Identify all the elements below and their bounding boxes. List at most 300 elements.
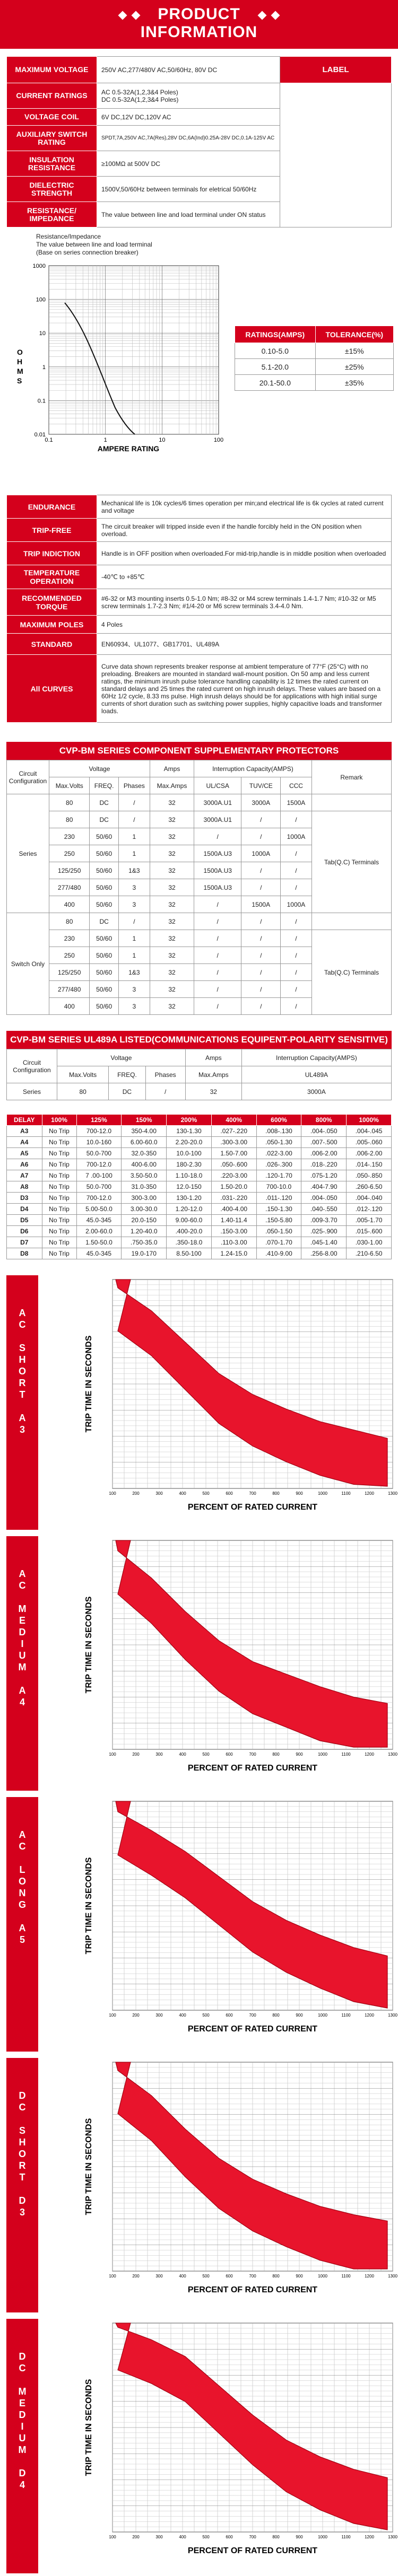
delay-header-cell: 100% bbox=[42, 1115, 76, 1126]
delay-cell: 50.0-700 bbox=[76, 1181, 122, 1193]
delay-code: D4 bbox=[7, 1204, 42, 1215]
delay-cell: 1.50-50.0 bbox=[76, 1237, 122, 1248]
ul489-cell: 80 bbox=[57, 1083, 109, 1100]
delay-table bbox=[6, 1114, 392, 1259]
curve-xtick: 400 bbox=[179, 2535, 186, 2539]
cvp-cell: 1500A bbox=[281, 794, 312, 811]
spec-section bbox=[6, 56, 392, 227]
spec-key: RESISTANCE/ IMPEDANCE bbox=[7, 202, 97, 227]
side-char: S bbox=[19, 1343, 25, 1353]
ul489-sub-cell: Max.Volts bbox=[57, 1066, 109, 1083]
curve-xtick: 400 bbox=[179, 1752, 186, 1757]
side-char: M bbox=[18, 2386, 27, 2397]
curve-xtick: 1200 bbox=[365, 2535, 374, 2539]
curve-xtick: 900 bbox=[296, 2013, 303, 2018]
ul489-title: CVP-BM SERIES UL489A LISTED(COMMUNICATIONS EQUIPENT-POLARITY SENSITIVE) bbox=[6, 1031, 392, 1049]
cvp-cell: 32 bbox=[150, 845, 194, 862]
spec-value: The value between line and load terminal under ON status bbox=[97, 202, 280, 227]
trip-curve-chart bbox=[38, 1275, 398, 1530]
cvp-header-cell: Remark bbox=[312, 760, 391, 794]
cvp-cell: 32 bbox=[150, 998, 194, 1015]
side-char: C bbox=[19, 1841, 26, 1852]
side-char: A bbox=[19, 1569, 26, 1579]
cvp-cell: DC bbox=[90, 913, 118, 930]
curve-xtick: 1100 bbox=[341, 2535, 351, 2539]
ul489-sub-cell: UL489A bbox=[241, 1066, 391, 1083]
cvp-config-cell: Switch Only bbox=[7, 913, 49, 1015]
curve-xtick: 600 bbox=[226, 1491, 233, 1496]
cvp-cell: / bbox=[241, 913, 281, 930]
trip-curves bbox=[0, 1275, 398, 2573]
impedance-ytick: 10 bbox=[39, 330, 46, 337]
side-char: H bbox=[19, 2137, 26, 2148]
curve-xtick: 100 bbox=[109, 2535, 116, 2539]
cvp-remark-cell: Tab(Q.C) Terminals bbox=[312, 811, 391, 913]
curve-ylabel: TRIP TIME IN SECONDS bbox=[84, 1335, 93, 1433]
delay-header-cell: 800% bbox=[301, 1115, 347, 1126]
delay-cell: .005-.060 bbox=[347, 1137, 392, 1148]
cvp-cell: / bbox=[241, 981, 281, 998]
cvp-cell: / bbox=[241, 964, 281, 981]
cvp-cell: / bbox=[281, 964, 312, 981]
cvp-cell: 32 bbox=[150, 913, 194, 930]
delay-cell: .030-1.00 bbox=[347, 1237, 392, 1248]
delay-cell: .031-.220 bbox=[211, 1193, 256, 1204]
trip-curve-chart bbox=[38, 2319, 398, 2573]
curve-xtick: 1000 bbox=[318, 2535, 327, 2539]
delay-cell: 45.0-345 bbox=[76, 1248, 122, 1259]
cvp-sub-cell: UL/CSA bbox=[194, 777, 241, 794]
cvp-cell: / bbox=[241, 811, 281, 828]
cvp-cell: 80 bbox=[49, 913, 90, 930]
cvp-cell: 1 bbox=[118, 828, 150, 845]
curve-xtick: 500 bbox=[202, 1752, 210, 1757]
side-char: C bbox=[19, 2102, 26, 2113]
delay-cell: 1.40-11.4 bbox=[211, 1215, 256, 1226]
delay-cell: .027-.220 bbox=[211, 1126, 256, 1137]
caption-line: The value between line and load terminal bbox=[36, 241, 152, 248]
spec-value: SPDT,7A,250V AC,7A(Res),28V DC,6A(Ind)0.25A-28V DC,0.1A-125V AC bbox=[97, 126, 280, 151]
cvp-header-cell: Circuit Configuration bbox=[7, 760, 49, 794]
side-char: S bbox=[19, 2125, 25, 2136]
cvp-cell: / bbox=[194, 981, 241, 998]
delay-cell: No Trip bbox=[42, 1193, 76, 1204]
ins-key: All CURVES bbox=[7, 655, 97, 723]
delay-cell: No Trip bbox=[42, 1237, 76, 1248]
spec-key: DIELECTRIC STRENGTH bbox=[7, 177, 97, 202]
impedance-xticks bbox=[45, 437, 223, 443]
side-char: C bbox=[19, 1319, 26, 1330]
curve-xtick: 900 bbox=[296, 1491, 303, 1496]
cvp-cell: / bbox=[281, 998, 312, 1015]
side-char: D bbox=[19, 2090, 26, 2101]
tolerance-cell: 0.10-5.0 bbox=[235, 343, 316, 359]
cvp-cell: 32 bbox=[150, 828, 194, 845]
side-char bbox=[6, 1330, 38, 1342]
tolerance-cell: ±15% bbox=[315, 343, 393, 359]
side-char bbox=[6, 1673, 38, 1685]
side-char bbox=[6, 1852, 38, 1864]
delay-cell: 32.0-350 bbox=[122, 1148, 167, 1159]
ins-value: -40℃ to +85℃ bbox=[97, 565, 392, 589]
curve-xtick: 200 bbox=[132, 2535, 140, 2539]
cvp-cell: 1000A bbox=[241, 845, 281, 862]
curve-xtick: 1100 bbox=[341, 1752, 351, 1757]
impedance-xtick: 1 bbox=[103, 437, 107, 443]
ul489-subheader-row bbox=[7, 1066, 392, 1083]
curve-xtick: 100 bbox=[109, 2274, 116, 2279]
impedance-yticks bbox=[33, 263, 46, 438]
curve-xtick: 600 bbox=[226, 2013, 233, 2018]
delay-cell: .004-.050 bbox=[301, 1126, 347, 1137]
cvp-cell: / bbox=[281, 947, 312, 964]
delay-cell: .045-1.40 bbox=[301, 1237, 347, 1248]
cvp-cell: 3000A bbox=[241, 794, 281, 811]
side-char bbox=[6, 2374, 38, 2386]
cvp-cell: 50/60 bbox=[90, 845, 118, 862]
cvp-cell: 80 bbox=[49, 794, 90, 811]
delay-cell: .050-.850 bbox=[347, 1170, 392, 1181]
curve-plot bbox=[38, 1797, 397, 2052]
cvp-cell: 400 bbox=[49, 998, 90, 1015]
cvp-cell: 32 bbox=[150, 862, 194, 879]
curve-xtick: 800 bbox=[272, 1491, 280, 1496]
cvp-cell: 3 bbox=[118, 998, 150, 1015]
side-char: 3 bbox=[19, 1424, 25, 1435]
delay-cell: 180-2.30 bbox=[167, 1159, 212, 1170]
curve-xtick: 500 bbox=[202, 1491, 210, 1496]
delay-cell: No Trip bbox=[42, 1170, 76, 1181]
delay-cell: .150-5.80 bbox=[256, 1215, 301, 1226]
ul489-table bbox=[6, 1049, 392, 1100]
impedance-grid bbox=[49, 266, 219, 434]
delay-row bbox=[7, 1137, 392, 1148]
delay-row bbox=[7, 1148, 392, 1159]
spec-key: AUXILIARY SWITCH RATING bbox=[7, 126, 97, 151]
cvp-cell: 32 bbox=[150, 879, 194, 896]
cvp-data-row bbox=[7, 794, 392, 811]
tolerance-header-cell: RATINGS(AMPS) bbox=[235, 326, 316, 343]
delay-cell: 10.0-100 bbox=[167, 1148, 212, 1159]
delay-cell: .050-.600 bbox=[211, 1159, 256, 1170]
cvp-cell: / bbox=[118, 913, 150, 930]
delay-cell: No Trip bbox=[42, 1204, 76, 1215]
diamond-icon bbox=[118, 11, 127, 20]
impedance-xtick: 0.1 bbox=[45, 437, 53, 443]
cvp-cell: 1000A bbox=[281, 828, 312, 845]
cvp-cell: / bbox=[194, 947, 241, 964]
delay-cell: No Trip bbox=[42, 1126, 76, 1137]
cvp-header-cell: Interruption Capacity(AMPS) bbox=[194, 760, 312, 777]
delay-cell: .004-.045 bbox=[347, 1126, 392, 1137]
delay-cell: .015-.600 bbox=[347, 1226, 392, 1237]
curve-xtick: 400 bbox=[179, 2274, 186, 2279]
cvp-cell: 125/250 bbox=[49, 862, 90, 879]
delay-header-cell: 400% bbox=[211, 1115, 256, 1126]
cvp-cell: 50/60 bbox=[90, 964, 118, 981]
delay-row bbox=[7, 1159, 392, 1170]
curve-xtick: 300 bbox=[155, 2013, 163, 2018]
curve-xtick: 900 bbox=[296, 2535, 303, 2539]
header-banner bbox=[0, 0, 398, 49]
delay-row bbox=[7, 1170, 392, 1181]
delay-code: D8 bbox=[7, 1248, 42, 1259]
delay-header-cell: DELAY bbox=[7, 1115, 42, 1126]
ul489-header-cell: Interruption Capacity(AMPS) bbox=[241, 1049, 391, 1066]
label-cell: LABEL bbox=[280, 57, 392, 83]
curve-xtick: 700 bbox=[249, 2274, 256, 2279]
label-area bbox=[280, 83, 392, 227]
cvp-cell: 1500A bbox=[241, 896, 281, 913]
cvp-cell: 3 bbox=[118, 879, 150, 896]
cvp-remark-cell bbox=[312, 794, 391, 811]
cvp-cell: / bbox=[241, 947, 281, 964]
delay-header-cell: 600% bbox=[256, 1115, 301, 1126]
curve-xtick: 1300 bbox=[388, 2013, 397, 2018]
curve-xtick: 700 bbox=[249, 1752, 256, 1757]
delay-cell: .400-20.0 bbox=[167, 1226, 212, 1237]
curve-xtick: 1000 bbox=[318, 1752, 327, 1757]
cvp-cell: / bbox=[241, 879, 281, 896]
delay-row bbox=[7, 1226, 392, 1237]
side-char: O bbox=[18, 2149, 26, 2159]
curve-side-label bbox=[6, 1275, 38, 1530]
impedance-xtick: 100 bbox=[213, 437, 224, 443]
cvp-cell: / bbox=[241, 828, 281, 845]
delay-code: A6 bbox=[7, 1159, 42, 1170]
ins-value: Curve data shown represents breaker response at ambient temperature of 77°F (25°C) with no preloading. Breakers are mounted in standard wall-mount position. On 50 amp and less current ratings, the minimum inrush pulse tolerance handling capability is 12 times the rated current on standard delays and 25 times the rated current on high inrush delays. These values are based on a 60Hz 1/2 cycle, 8.33 ms pulse. High inrush delays should be for applications with high initial surge currents of short duration such as switching power supplies, highly capacitive loads and transformer loads. bbox=[97, 655, 392, 723]
curve-xtick: 200 bbox=[132, 1752, 140, 1757]
ul489-header-cell: Circuit Configuration bbox=[7, 1049, 57, 1083]
curve-xlabel: PERCENT OF RATED CURRENT bbox=[187, 2025, 318, 2034]
curve-ylabel: TRIP TIME IN SECONDS bbox=[84, 2379, 93, 2476]
curve-xtick: 300 bbox=[155, 2535, 163, 2539]
delay-cell: 300-3.00 bbox=[122, 1193, 167, 1204]
side-char: 3 bbox=[19, 2207, 25, 2218]
delay-code: D6 bbox=[7, 1226, 42, 1237]
delay-cell: 130-1.20 bbox=[167, 1193, 212, 1204]
side-char bbox=[6, 2113, 38, 2125]
ins-row bbox=[7, 495, 392, 519]
cvp-cell: DC bbox=[90, 811, 118, 828]
tolerance-table bbox=[235, 326, 394, 391]
cvp-cell: / bbox=[194, 913, 241, 930]
impedance-section bbox=[6, 227, 392, 493]
curve-xtick: 800 bbox=[272, 1752, 280, 1757]
curve-xtick: 1300 bbox=[388, 2274, 397, 2279]
delay-cell: 7 .00-100 bbox=[76, 1170, 122, 1181]
trip-curve-chart bbox=[38, 1797, 398, 2052]
cvp-data-row bbox=[7, 811, 392, 828]
ul489-header-cell: Amps bbox=[185, 1049, 241, 1066]
cvp-cell: 3 bbox=[118, 981, 150, 998]
delay-cell: No Trip bbox=[42, 1148, 76, 1159]
side-char: C bbox=[19, 2363, 26, 2373]
cvp-cell: / bbox=[194, 896, 241, 913]
trip-curve-chart bbox=[38, 2058, 398, 2312]
curve-xtick: 700 bbox=[249, 1491, 256, 1496]
tolerance-cell: 5.1-20.0 bbox=[235, 359, 316, 375]
cvp-cell: 50/60 bbox=[90, 862, 118, 879]
cvp-cell: 3 bbox=[118, 896, 150, 913]
delay-cell: .150-3.00 bbox=[211, 1226, 256, 1237]
cvp-table bbox=[6, 760, 392, 1015]
delay-cell: .260-6.50 bbox=[347, 1181, 392, 1193]
curve-side-label bbox=[6, 2319, 38, 2573]
delay-cell: .400-4.00 bbox=[211, 1204, 256, 1215]
delay-cell: .007-.500 bbox=[301, 1137, 347, 1148]
cvp-sub-cell: CCC bbox=[281, 777, 312, 794]
curve-xtick: 700 bbox=[249, 2535, 256, 2539]
delay-cell: .004-.050 bbox=[301, 1193, 347, 1204]
side-char: 4 bbox=[19, 1697, 25, 1707]
grid-frame bbox=[49, 266, 219, 434]
delay-code: A7 bbox=[7, 1170, 42, 1181]
delay-cell: .018-.220 bbox=[301, 1159, 347, 1170]
delay-cell: .404-7.90 bbox=[301, 1181, 347, 1193]
cvp-cell: / bbox=[281, 930, 312, 947]
curve-xtick: 100 bbox=[109, 2013, 116, 2018]
delay-cell: .110-3.00 bbox=[211, 1237, 256, 1248]
cvp-cell: / bbox=[281, 862, 312, 879]
delay-cell: 50.0-700 bbox=[76, 1148, 122, 1159]
side-char: A bbox=[19, 1829, 26, 1840]
side-char: D bbox=[19, 2351, 26, 2362]
ins-value: Mechanical life is 10k cycles/6 times operation per min;and electrical life is 6k cycles at rated current and voltage bbox=[97, 495, 392, 519]
curve-xtick: 800 bbox=[272, 2274, 280, 2279]
delay-cell: .050-1.30 bbox=[256, 1137, 301, 1148]
delay-row bbox=[7, 1248, 392, 1259]
delay-header-cell: 125% bbox=[76, 1115, 122, 1126]
impedance-ytick: 1000 bbox=[32, 263, 46, 269]
delay-cell: .006-2.00 bbox=[347, 1148, 392, 1159]
cvp-cell: 50/60 bbox=[90, 879, 118, 896]
curve-xtick: 300 bbox=[155, 1491, 163, 1496]
delay-cell: 19.0-170 bbox=[122, 1248, 167, 1259]
delay-cell: 6.00-60.0 bbox=[122, 1137, 167, 1148]
cvp-cell: / bbox=[241, 930, 281, 947]
delay-row bbox=[7, 1193, 392, 1204]
delay-row bbox=[7, 1204, 392, 1215]
trip-curve-panel bbox=[6, 1797, 397, 2052]
ins-key: STANDARD bbox=[7, 634, 97, 655]
delay-cell: .256-8.00 bbox=[301, 1248, 347, 1259]
side-char bbox=[6, 2183, 38, 2195]
caption-line: (Base on series connection breaker) bbox=[36, 249, 139, 256]
delay-cell: .006-2.00 bbox=[301, 1148, 347, 1159]
tolerance-cell: ±35% bbox=[315, 375, 393, 391]
delay-cell: 400-6.00 bbox=[122, 1159, 167, 1170]
delay-cell: No Trip bbox=[42, 1137, 76, 1148]
curve-xlabel: PERCENT OF RATED CURRENT bbox=[187, 2546, 318, 2555]
curve-xtick: 1200 bbox=[365, 2274, 374, 2279]
cvp-remark-cell bbox=[312, 913, 391, 930]
delay-cell: 1.24-15.0 bbox=[211, 1248, 256, 1259]
side-char: A bbox=[19, 1413, 26, 1423]
spec-value: 250V AC,277/480V AC,50/60Hz, 80V DC bbox=[97, 57, 280, 83]
delay-cell: 700-12.0 bbox=[76, 1126, 122, 1137]
cvp-cell: 50/60 bbox=[90, 930, 118, 947]
side-char: T bbox=[19, 2172, 25, 2183]
diamond-icon bbox=[271, 11, 280, 20]
curve-xtick: 400 bbox=[179, 2013, 186, 2018]
delay-cell: 3.00-30.0 bbox=[122, 1204, 167, 1215]
cvp-cell: 230 bbox=[49, 930, 90, 947]
cvp-sub-cell: TUV/CE bbox=[241, 777, 281, 794]
spec-table bbox=[6, 56, 392, 227]
delay-cell: .050-1.50 bbox=[256, 1226, 301, 1237]
delay-cell: 2.00-60.0 bbox=[76, 1226, 122, 1237]
cvp-cell: / bbox=[194, 930, 241, 947]
delay-header-cell: 200% bbox=[167, 1115, 212, 1126]
ul489-data-row bbox=[7, 1083, 392, 1100]
ins-row bbox=[7, 589, 392, 616]
curve-ylabel: TRIP TIME IN SECONDS bbox=[84, 1596, 93, 1694]
curve-xtick: 500 bbox=[202, 2013, 210, 2018]
curve-xtick: 1100 bbox=[341, 1491, 351, 1496]
delay-cell: 8.50-100 bbox=[167, 1248, 212, 1259]
trip-curve-panel bbox=[6, 1536, 397, 1791]
side-char: G bbox=[18, 1899, 26, 1910]
cvp-cell: 1 bbox=[118, 947, 150, 964]
curve-xtick: 300 bbox=[155, 2274, 163, 2279]
ul489-sub-cell: Phases bbox=[145, 1066, 185, 1083]
cvp-cell: 50/60 bbox=[90, 896, 118, 913]
spec-value: 6V DC,12V DC,120V AC bbox=[97, 109, 280, 126]
cvp-cell: 250 bbox=[49, 947, 90, 964]
cvp-cell: DC bbox=[90, 794, 118, 811]
cvp-cell: 50/60 bbox=[90, 981, 118, 998]
delay-cell: .014-.150 bbox=[347, 1159, 392, 1170]
side-char: U bbox=[19, 1650, 26, 1661]
tolerance-cell: ±25% bbox=[315, 359, 393, 375]
delay-code: A3 bbox=[7, 1126, 42, 1137]
cvp-cell: 32 bbox=[150, 930, 194, 947]
caption-line: Resistance/Impedance bbox=[36, 233, 101, 240]
curve-plot bbox=[38, 2058, 397, 2312]
delay-row bbox=[7, 1215, 392, 1226]
impedance-ytick: 100 bbox=[36, 296, 46, 303]
ul489-cell: 3000A bbox=[241, 1083, 391, 1100]
side-char: A bbox=[19, 1685, 26, 1696]
curve-xtick: 700 bbox=[249, 2013, 256, 2018]
delay-cell: .350-18.0 bbox=[167, 1237, 212, 1248]
ul489-cell: 32 bbox=[185, 1083, 241, 1100]
delay-cell: 1.20-40.0 bbox=[122, 1226, 167, 1237]
cvp-cell: / bbox=[194, 998, 241, 1015]
cvp-cell: 50/60 bbox=[90, 947, 118, 964]
cvp-data-row bbox=[7, 913, 392, 930]
cvp-section bbox=[6, 742, 392, 1015]
ins-key: TRIP-FREE bbox=[7, 519, 97, 542]
cvp-cell: 32 bbox=[150, 896, 194, 913]
curve-xtick: 500 bbox=[202, 2274, 210, 2279]
cvp-sub-cell: FREQ. bbox=[90, 777, 118, 794]
delay-cell: .004-.040 bbox=[347, 1193, 392, 1204]
cvp-cell: 32 bbox=[150, 947, 194, 964]
diamond-icon bbox=[258, 11, 267, 20]
cvp-cell: 32 bbox=[150, 981, 194, 998]
curve-xtick: 1000 bbox=[318, 2013, 327, 2018]
impedance-caption bbox=[6, 227, 392, 257]
delay-cell: 9.00-60.0 bbox=[167, 1215, 212, 1226]
delay-cell: 3.50-50.0 bbox=[122, 1170, 167, 1181]
delay-cell: 1.10-18.0 bbox=[167, 1170, 212, 1181]
spec-row bbox=[7, 57, 392, 83]
side-char: D bbox=[19, 2409, 26, 2420]
cvp-header-row bbox=[7, 760, 392, 777]
curve-xtick: 800 bbox=[272, 2013, 280, 2018]
